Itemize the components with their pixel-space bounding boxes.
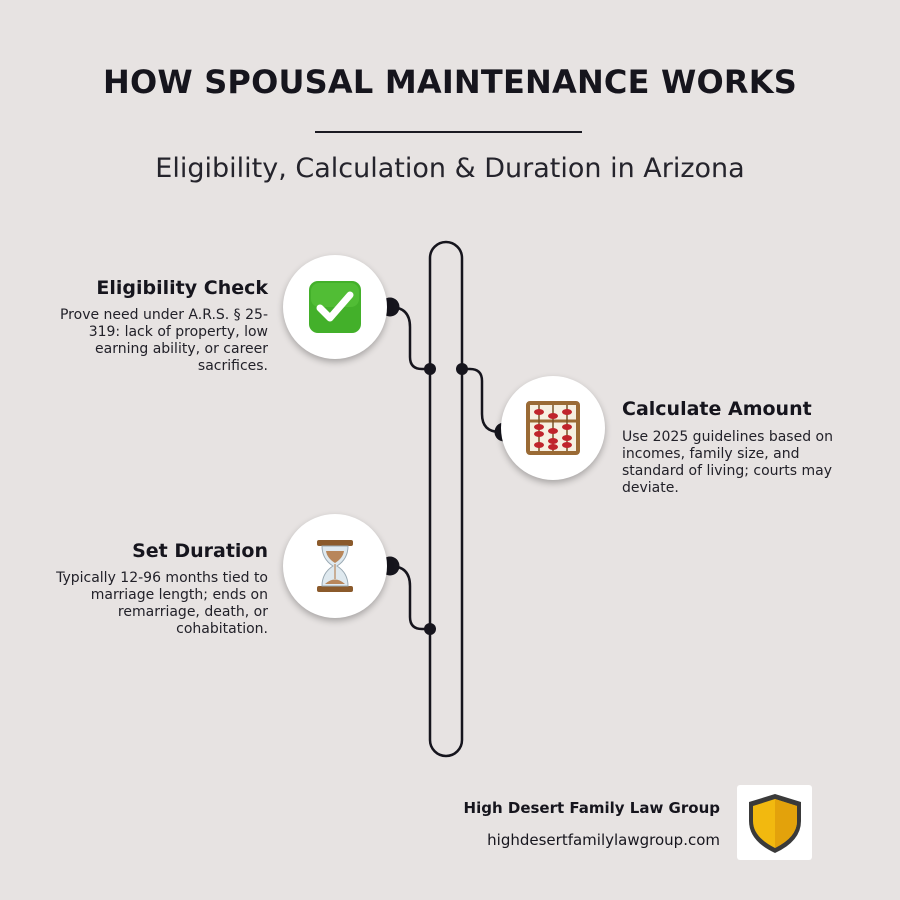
timeline-capsule (430, 242, 462, 756)
hourglass-icon (315, 539, 355, 593)
calculate-description: Use 2025 guidelines based on incomes, family size, and standard of living; courts may deviate. (622, 429, 833, 496)
duration-title: Set Duration (132, 540, 268, 562)
check-mark-icon (308, 280, 362, 334)
duration-icon-circle (283, 514, 387, 618)
calculate-icon-circle (501, 376, 605, 480)
firm-name: High Desert Family Law Group (463, 799, 720, 817)
connector-dot-duration-track (424, 623, 436, 635)
page-subtitle: Eligibility, Calculation & Duration in Arizona (155, 153, 745, 184)
firm-website-link[interactable]: highdesertfamilylawgroup.com (487, 831, 720, 849)
connector-dot-calculate-track (456, 363, 468, 375)
eligibility-icon-circle (283, 255, 387, 359)
shield-icon (743, 791, 807, 855)
connector-dot-eligibility-track (424, 363, 436, 375)
firm-logo (737, 785, 812, 860)
page-title: HOW SPOUSAL MAINTENANCE WORKS (102, 63, 798, 101)
eligibility-description: Prove need under A.R.S. § 25-319: lack of property, low earning ability, or career sacrifices. (59, 307, 268, 374)
eligibility-title: Eligibility Check (96, 277, 268, 299)
abacus-icon (526, 401, 580, 455)
connector-calculate (462, 369, 504, 432)
duration-description: Typically 12-96 months tied to marriage length; ends on remarriage, death, or cohabitation. (56, 570, 268, 637)
calculate-title: Calculate Amount (622, 398, 812, 420)
connector-duration (390, 566, 430, 629)
connector-eligibility (390, 307, 430, 369)
